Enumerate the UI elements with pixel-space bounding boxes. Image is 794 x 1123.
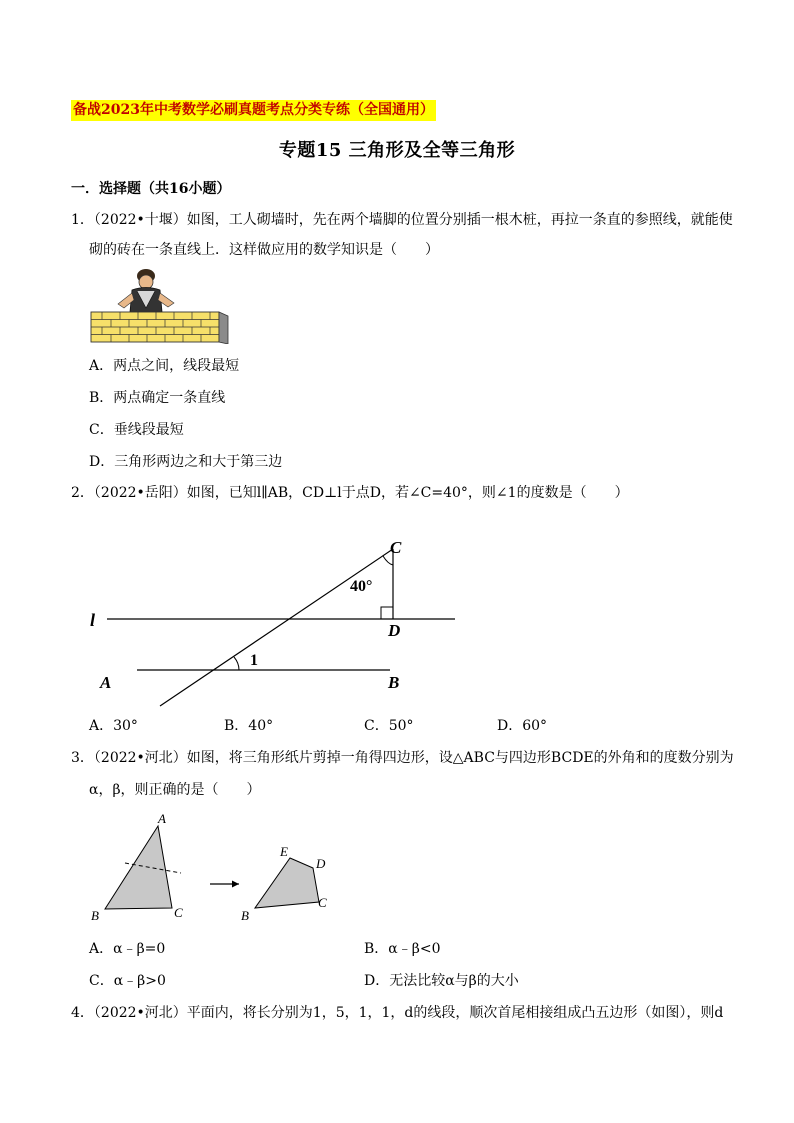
point-d-label: D <box>388 621 401 640</box>
triangle-vertex-a: A <box>158 811 166 826</box>
triangle-vertex-b: B <box>91 908 99 923</box>
series-banner: 备战2023年中考数学必刷真题考点分类专练（全国通用） <box>71 100 436 121</box>
cut-triangle-figure <box>85 810 345 925</box>
question-2-option-b: B．40° <box>224 718 274 734</box>
question-3-option-d: D．无法比较α与β的大小 <box>364 973 519 989</box>
angle-1-label: 1 <box>250 652 258 669</box>
line-l-label: l <box>90 610 96 630</box>
section-heading: 一．选择题（共16小题） <box>71 181 231 197</box>
quad-vertex-b: B <box>241 908 249 923</box>
question-3-option-b: B．α﹣β<0 <box>364 941 441 957</box>
quad-vertex-c: C <box>318 895 327 910</box>
question-3-line-2: α，β，则正确的是（ ） <box>89 782 261 798</box>
question-1-line-1: 1．（2022•十堰）如图，工人砌墙时，先在两个墙脚的位置分别插一根木桩，再拉一条直的参照线，就能使 <box>71 212 733 228</box>
question-3-option-a: A．α﹣β=0 <box>89 941 166 957</box>
question-4-line-1: 4．（2022•河北）平面内，将长分别为1，5，1，1，d的线段，顺次首尾相接组成凸五边形（如图），则d <box>71 1005 724 1021</box>
question-1-line-2: 砌的砖在一条直线上．这样做应用的数学知识是（ ） <box>89 242 439 258</box>
point-c-label: C <box>390 538 402 557</box>
question-1-option-c: C．垂线段最短 <box>89 422 184 438</box>
bricklayer-illustration <box>90 268 232 344</box>
question-3-line-1: 3．（2022•河北）如图，将三角形纸片剪掉一角得四边形，设△ABC与四边形BCDE的外角和的度数分别为 <box>71 750 734 766</box>
point-a-label: A <box>100 673 112 692</box>
question-2-option-a: A．30° <box>89 718 138 734</box>
question-2-line-1: 2．（2022•岳阳）如图，已知l∥AB，CD⊥l于点D，若∠C=40°，则∠1的度数是（ ） <box>71 485 629 501</box>
question-1-option-d: D．三角形两边之和大于第三边 <box>89 454 283 470</box>
quad-vertex-d: D <box>316 856 326 871</box>
page-title: 专题15 三角形及全等三角形 <box>278 140 516 161</box>
triangle-vertex-c: C <box>174 905 183 920</box>
arrow-right-icon <box>232 881 239 888</box>
angle-c-label: 40° <box>350 578 373 595</box>
question-1-option-b: B．两点确定一条直线 <box>89 390 226 406</box>
question-2-option-d: D．60° <box>497 718 548 734</box>
question-1-option-a: A．两点之间，线段最短 <box>89 358 240 374</box>
question-3-option-c: C．α﹣β>0 <box>89 973 166 989</box>
quad-vertex-e: E <box>280 844 288 859</box>
question-2-option-c: C．50° <box>364 718 414 734</box>
point-b-label: B <box>388 673 400 692</box>
parallel-lines-figure <box>80 530 470 712</box>
